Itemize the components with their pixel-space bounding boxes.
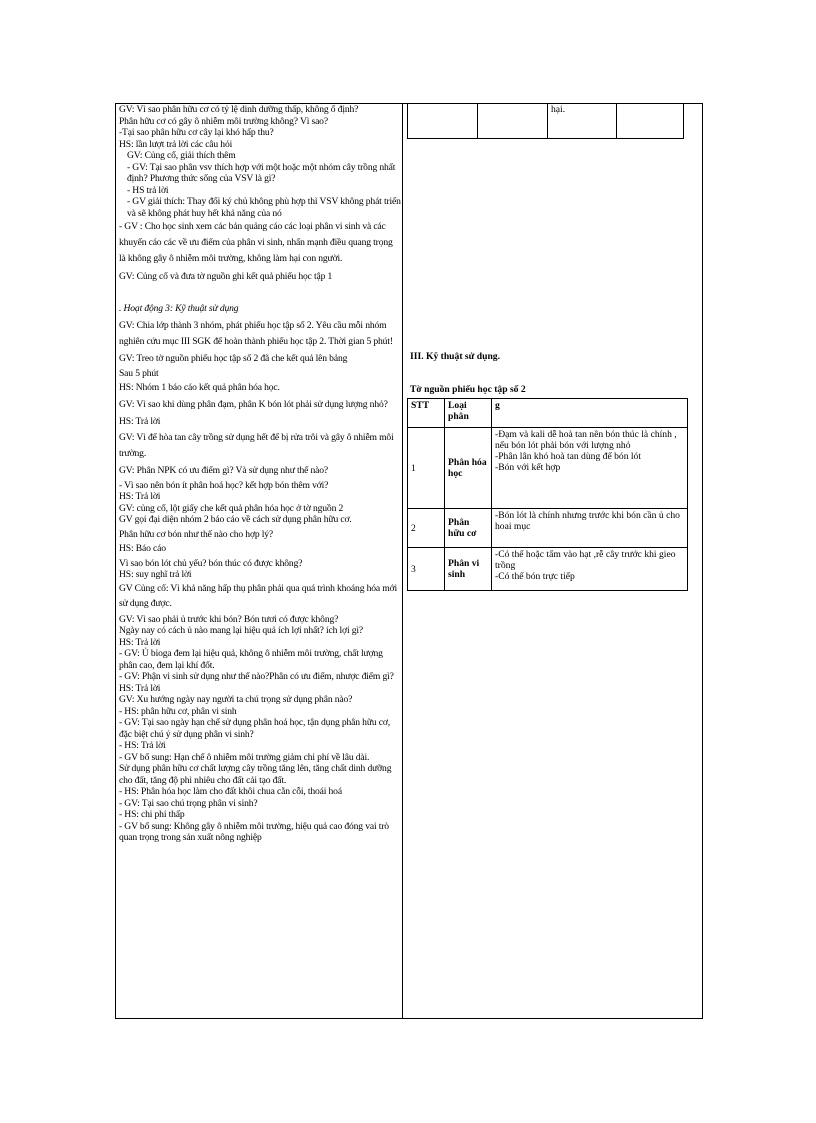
text-line: Ngày nay có cách ủ nào mang lại hiệu quả ích lợi nhất? ích lợi gì? [119,625,364,636]
text-line: GV Củng cố: Vì khả năng hấp thụ phân phải qua quá trình khoáng hóa mới sử dụng được. [119,582,397,609]
top-table-cell [617,103,684,139]
row-use: -Đạm và kali dễ hoà tan nên bón thúc là chính , nếu bón lót phải bón với lượng nhỏ -Phân lân khó hoà tan dùng để bón lót -Bón với kết hợp [492,428,688,509]
text-line: GV gọi đại diện nhóm 2 báo cáo về cách sử dụng phân hữu cơ. [119,514,352,525]
top-table-cell [408,103,478,139]
text-line: HS: Trả lời [119,682,161,694]
text-line: HS: Trả lời [119,491,161,502]
text-line: - GV: Tại sao phân vsv thích hợp với một hoặc một nhóm cây trồng nhất định? Phương thức sống của VSV là gì? [127,161,396,184]
text-line: HS: Trả lời [119,415,161,427]
text-line: GV: Củng cố và đưa tờ nguồn ghi kết quả phiếu học tập 1 [119,271,333,282]
text-line: GV: Vì để hòa tan cây trồng sử dụng hết để bị rửa trôi và gây ô nhiễm môi trường. [119,432,394,459]
text-line: HS: Trả lời [119,636,161,648]
top-table [407,103,684,139]
text-line: -Tại sao phân hữu cơ cây lại khó hấp thu? [119,127,274,138]
text-line: Vì sao bón lót chủ yếu? bón thúc có được không? [119,557,303,569]
column-divider [402,103,403,1019]
text-line: - Vì sao nên bón ít phân hoá học? kết hợp bón thêm với? [119,479,329,491]
text-line: - HS: Trả lời [119,740,166,751]
text-line: - GV giải thích: Thay đổi ký chủ không phù hợp thì VSV không phát triển và sẽ không phát huy hết khả năng của nó [127,196,401,219]
left-column [119,104,401,844]
header-type: Loại phân [445,399,492,428]
text-line: - GV: Phận vi sinh sử dụng như thế nào?Phân có ưu điểm, nhược điểm gì? [119,671,394,682]
top-table-cell: hại. [548,103,617,139]
text-line: - HS: phân hữu cơ, phân vi sinh [119,705,237,717]
text-line: - HS trả lời [127,184,169,196]
top-table-cell [478,103,548,139]
text-line: GV: Xu hướng ngày nay người ta chú trọng sử dụng phân nào? [119,694,353,705]
text-line: GV: củng cố, lột giấy che kết quả phân hóa học ở tờ nguồn 2 [119,502,344,514]
text-line: GV: Phân NPK có ưu điểm gì? Và sử dụng như thế nào? [119,465,329,476]
text-line: - HS: Phân hóa học làm cho đất khôi chua cằn cỗi, thoái hoá [119,786,342,797]
text-line: GV: Chia lớp thành 3 nhóm, phát phiếu học tập số 2. Yêu cầu mỗi nhóm nghiên cứu mục III SGK để hoàn thành phiếu học tập 2. Thời gian 5 phút! [119,320,393,347]
text-line: - GV: Tại sao ngày hạn chế sử dụng phân hoá học, tận dụng phân hữu cơ, đặc biệt chú ý sử dụng phân vi sinh? [119,717,391,740]
header-stt: STT [408,399,445,428]
text-line: - GV: Ủ bioga đem lại hiệu quả, không ô nhiễm môi trường, chất lượng phân cao, đem lại khí đốt. [119,648,383,671]
row-type: Phân vi sinh [445,548,492,591]
activity-heading: . Hoạt động 3: Kỹ thuật sử dụng [119,302,239,314]
row-type: Phân hữu cơ [445,509,492,548]
text-line: - GV bổ sung: Không gây ô nhiễm môi trường, hiệu quả cao đóng vai trò quan trọng trong sản xuất nông nghiệp [119,820,389,843]
text-line: Phân hữu cơ có gây ô nhiễm môi trường không? Vì sao? [119,115,328,127]
row-stt: 2 [408,509,445,548]
header-use: g [492,399,688,428]
text-line: Sử dụng phân hữu cơ chất lượng cây trồng tăng lên, tăng chất dinh dưỡng cho đất, tăng độ phì nhiêu cho đất cải tạo đất. [119,763,392,786]
text-line: - GV bổ sung: Hạn chế ô nhiễm môi trường giảm chi phí về lâu dài. [119,751,370,763]
row-stt: 3 [408,548,445,591]
text-line: GV: Treo tờ nguồn phiếu học tập số 2 đã che kết quả lên bảng [119,353,348,364]
row-type: Phân hóa học [445,428,492,509]
section-title: III. Kỹ thuật sử dụng. [410,351,501,362]
text-line: - GV: Tại sao chú trọng phân vi sinh? [119,797,258,809]
text-line: GV: Vì sao phải ủ trước khi bón? Bón tươi có được không? [119,613,339,625]
text-line: GV: Vì sao khi dùng phân đạm, phân K bón lót phải sử dụng lượng nhỏ? [119,398,388,410]
table-row [408,428,688,509]
text-line: - HS: chi phí thấp [119,809,185,820]
table-row [408,548,688,591]
text-line: HS: lần lượt trả lời các câu hỏi [119,138,233,150]
text-line: HS: Báo cáo [119,543,166,554]
text-line: GV: Củng cố, giải thích thêm [127,150,236,161]
worksheet-table [407,398,688,591]
row-use: -Có thể hoặc tẩm vào hạt ,rễ cây trước khi gieo trồng -Có thể bón trực tiếp [492,548,688,591]
text-line: GV: Vì sao phân hữu cơ có tỷ lệ dinh dưỡng thấp, không ổ định? [119,104,359,115]
text-line: HS: suy nghĩ trả lời [119,569,192,580]
row-use: -Bón lót là chính nhưng trước khi bón cần ủ cho hoai mục [492,509,688,548]
row-stt: 1 [408,428,445,509]
text-line: HS: Nhóm 1 báo cáo kết quả phân hóa học. [119,382,280,393]
text-line: - GV : Cho học sinh xem các bản quảng cáo các loại phân vi sinh và các khuyến cáo các về ưu điểm của phân vi sinh, nhấn mạnh điều quang trọng là không gây ô nhiễm môi trường, không làm hại con người. [119,221,393,264]
table-row [408,509,688,548]
sheet-title: Tờ nguồn phiếu học tập số 2 [410,384,526,395]
text-line: Sau 5 phút [119,367,159,379]
text-line: Phân hữu cơ bón như thế nào cho hợp lý? [119,528,274,540]
